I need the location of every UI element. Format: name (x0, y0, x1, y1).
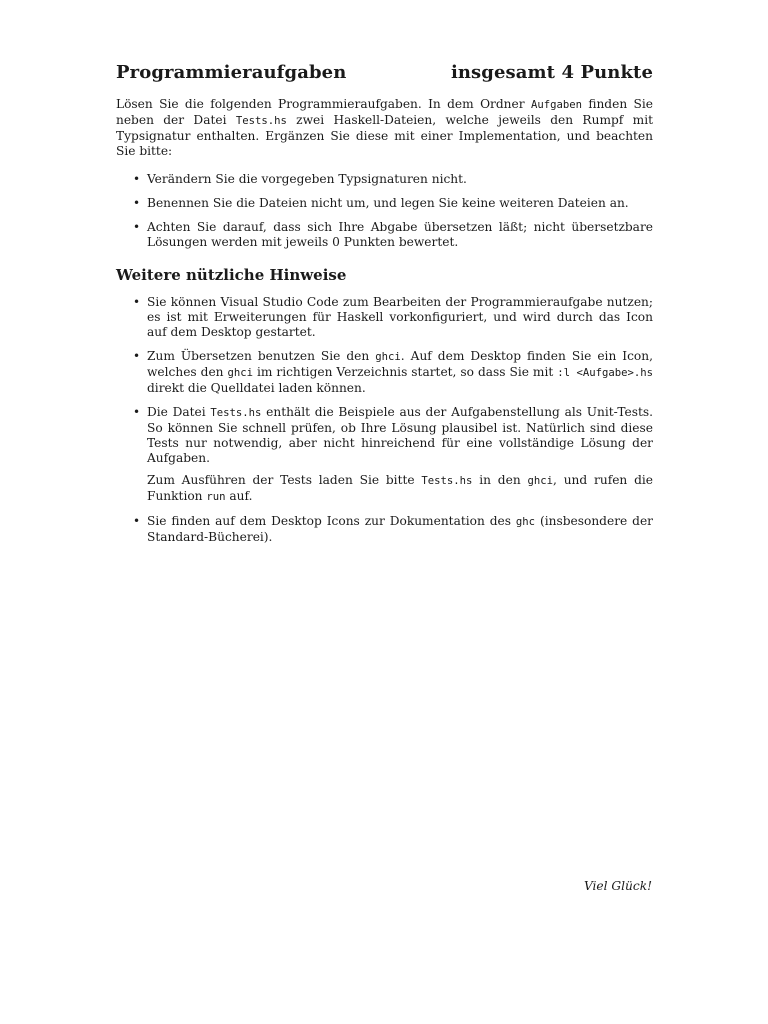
bullet-icon: • (133, 405, 141, 419)
text-run: Achten Sie darauf, dass sich Ihre Abgabe übersetzen läßt; nicht übersetzbare Lösungen werden mit jeweils 0 Punkten bewertet. (147, 220, 653, 249)
title-row (116, 62, 653, 83)
list-item-paragraph (147, 405, 653, 466)
inline-code: Tests.hs (421, 475, 473, 487)
text-run: in den (472, 473, 528, 487)
text-run: (insbesondere der Standard-Bücherei). (147, 514, 653, 544)
text-run: Zum Ausführen der Tests laden Sie bitte (147, 473, 422, 487)
bullet-icon: • (133, 196, 141, 210)
text-run: Sie können Visual Studio Code zum Bearbeiten der Programmieraufgabe nutzen; es ist mit Erweiterungen für Haskell vorkonfiguriert, und wird durch das Icon auf dem Desktop gestartet. (147, 295, 653, 339)
points-total: insgesamt 4 Punkte (450, 62, 653, 83)
inline-code: Aufgaben (530, 99, 582, 111)
list-item (116, 220, 653, 250)
document-page (116, 62, 653, 554)
bullet-icon: • (133, 514, 141, 528)
inline-code: Tests.hs (210, 407, 262, 419)
list-item-paragraph (147, 349, 653, 396)
hints-list (116, 295, 653, 545)
text-run: . Auf dem Desktop finden Sie ein Icon, welches den (147, 349, 653, 379)
rules-list (116, 172, 653, 250)
section-heading-hints: Weitere nützliche Hinweise (116, 266, 347, 284)
text-run: Benennen Sie die Dateien nicht um, und legen Sie keine weiteren Dateien an. (147, 196, 629, 210)
text-run: Lösen Sie die folgenden Programmieraufgaben. In dem Ordner (116, 97, 531, 111)
list-item (116, 172, 653, 187)
bullet-icon: • (133, 172, 141, 186)
text-run: Verändern Sie die vorgegeben Typsignaturen nicht. (147, 172, 467, 186)
text-run: , und rufen die Funktion (147, 473, 653, 503)
list-item-paragraph (147, 196, 653, 211)
text-run: Zum Übersetzen benutzen Sie den (147, 349, 376, 363)
bullet-icon: • (133, 220, 141, 234)
text-run: Sie finden auf dem Desktop Icons zur Dokumentation des (147, 514, 516, 528)
list-item (116, 295, 653, 340)
bullet-icon: • (133, 349, 141, 363)
inline-code: ghci (375, 351, 401, 363)
text-run: enthält die Beispiele aus der Aufgabenstellung als Unit-Tests. So können Sie schnell prüfen, ob Ihre Lösung plausibel ist. Natürlich sind diese Tests nur notwendig, aber nicht hinreichend für eine vollständige Lösung der Aufgaben. (147, 405, 653, 465)
list-item (116, 405, 653, 505)
text-run: Die Datei (147, 405, 211, 419)
list-item-paragraph (147, 220, 653, 250)
list-item (116, 349, 653, 396)
text-run: direkt die Quelldatei laden können. (147, 381, 366, 395)
list-item-paragraph (147, 295, 653, 340)
inline-code: ghci (527, 475, 554, 487)
inline-code: Tests.hs (235, 115, 287, 127)
intro-paragraph (116, 97, 653, 159)
text-run: auf. (225, 489, 253, 503)
text-run: zwei Haskell-Dateien, welche jeweils den Rumpf mit Typsignatur enthalten. Ergänzen Sie diese mit einer Implementation, und beachten Sie bitte: (116, 113, 653, 158)
page-title: Programmieraufgaben (116, 62, 347, 83)
text-run: finden Sie neben der Datei (116, 97, 653, 127)
text-run: im richtigen Verzeichnis startet, so dass Sie mit (253, 365, 558, 379)
inline-code: run (206, 491, 226, 503)
inline-code: :l <Aufgabe>.hs (557, 367, 653, 379)
inline-code: ghci (227, 367, 253, 379)
list-item-paragraph (147, 172, 653, 187)
list-item (116, 196, 653, 211)
closing-wish: Viel Glück! (583, 879, 652, 893)
list-item-paragraph (147, 514, 653, 545)
bullet-icon: • (133, 295, 141, 309)
inline-code: ghc (515, 516, 536, 528)
list-item-paragraph (147, 473, 653, 505)
list-item (116, 514, 653, 545)
